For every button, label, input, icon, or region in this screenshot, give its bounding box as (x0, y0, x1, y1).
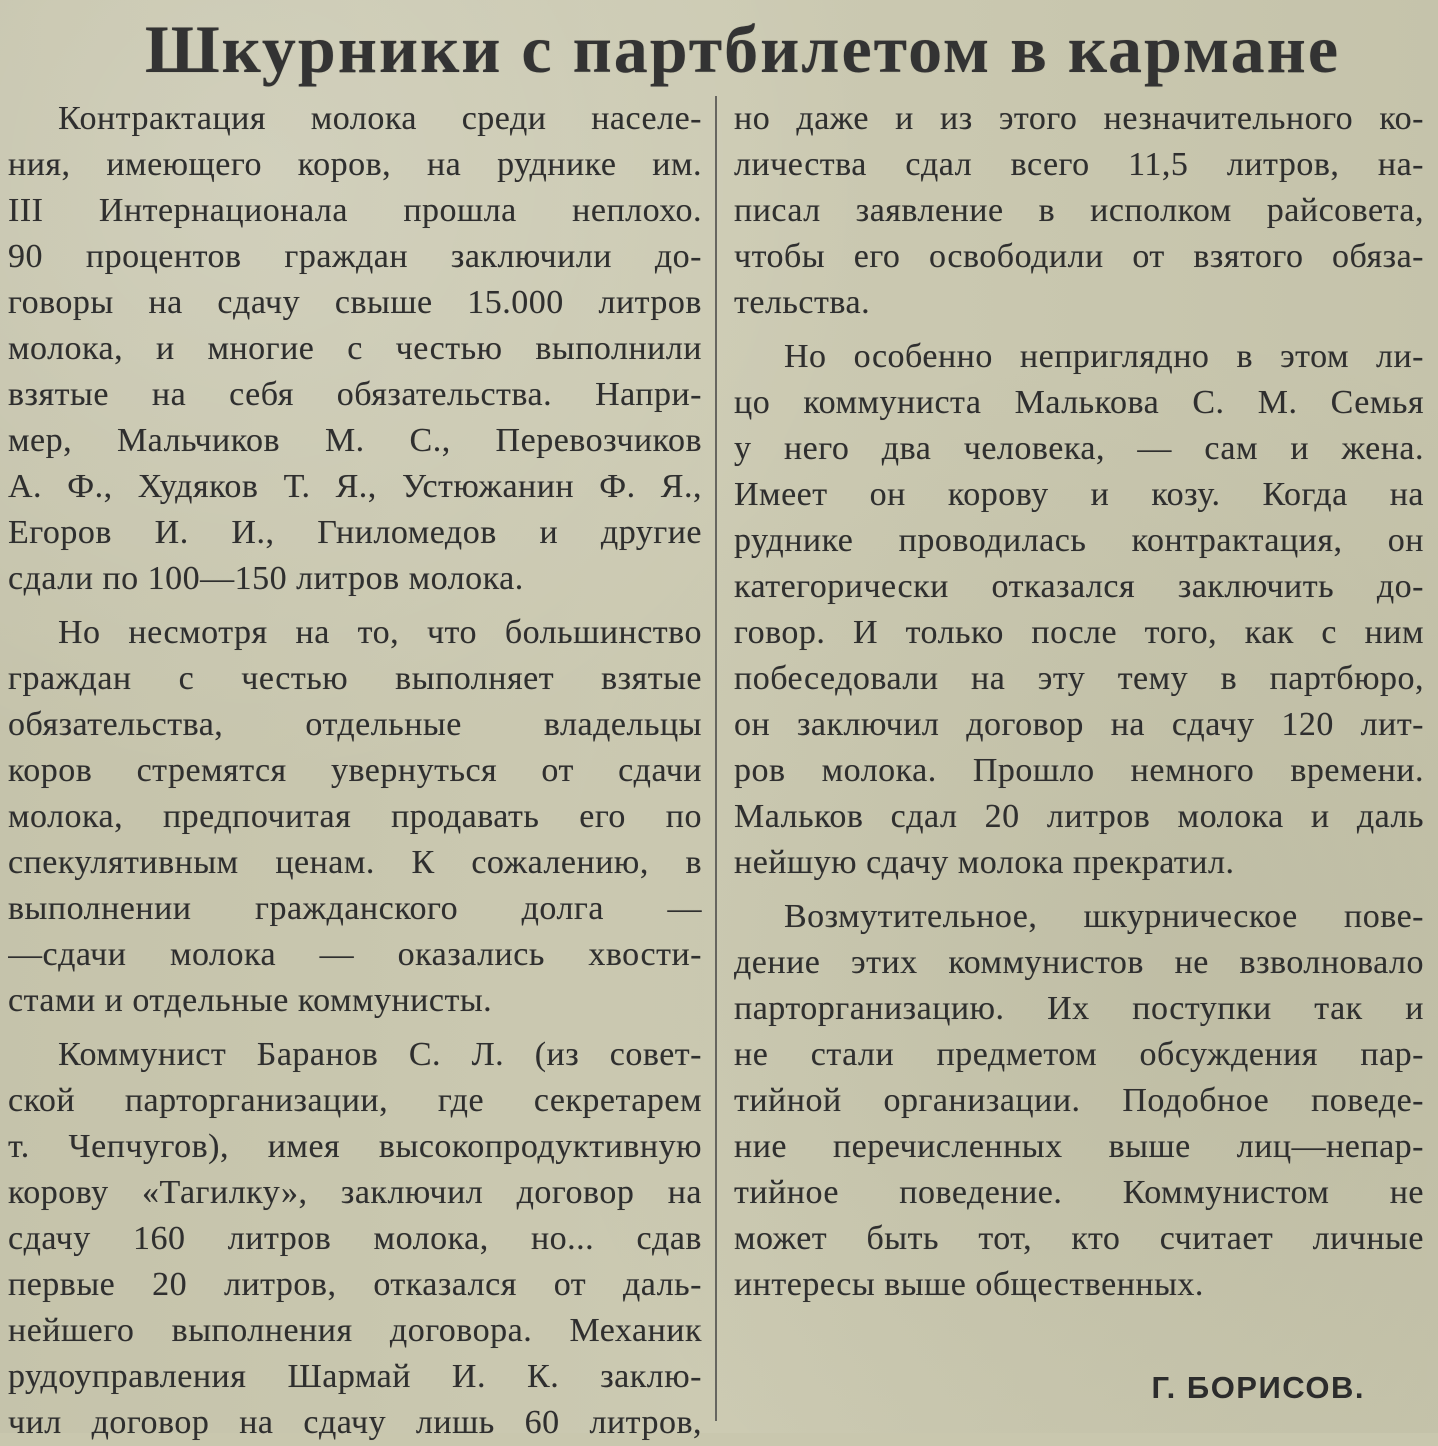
left-line-19: —сдачи молока — оказались хвости- (8, 936, 702, 973)
right-line-9: Имеет он корову и козу. Когда на (734, 476, 1424, 513)
right-line-12: говор. И только после того, как с ним (734, 614, 1424, 651)
right-column (734, 96, 1424, 1308)
right-line-10: руднике проводилась контрактация, он (734, 522, 1424, 559)
left-line-1: Контрактация молока среди населе- (58, 100, 702, 137)
right-line-4: чтобы его освободили от взятого обяза- (734, 238, 1424, 275)
left-line-12: Но несмотря на то, что большинство (58, 614, 702, 651)
left-line-13: граждан с честью выполняет взятые (8, 660, 702, 697)
left-line-17: спекулятивным ценам. К сожалению, в (8, 844, 702, 881)
article-title: Шкурники с партбилетом в кармане (145, 11, 1341, 87)
right-line-16: Мальков сдал 20 литров молока и даль (734, 798, 1424, 835)
left-line-27: нейшего выполнения договора. Механик (8, 1312, 702, 1349)
author-signature: Г. БОРИСОВ. (1151, 1370, 1365, 1405)
left-line-7: взятые на себя обязательства. Напри- (8, 376, 702, 413)
left-line-16: молока, предпочитая продавать его по (8, 798, 702, 835)
left-line-2: ния, имеющего коров, на руднике им. (8, 146, 702, 183)
left-line-3: III Интернационала прошла неплохо. (8, 192, 702, 229)
right-line-7: цо коммуниста Малькова С. М. Семья (734, 384, 1424, 421)
left-line-14: обязательства, отдельные владельцы (8, 706, 702, 743)
left-line-20: стами и отдельные коммунисты. (8, 982, 493, 1019)
right-line-6: Но особенно неприглядно в этом ли- (784, 338, 1424, 375)
left-line-25: сдачу 160 литров молока, но... сдав (8, 1220, 702, 1257)
right-line-2: личества сдал всего 11,5 литров, на- (734, 146, 1424, 183)
left-line-28: рудоуправления Шармай И. К. заклю- (8, 1358, 702, 1395)
right-line-21: не стали предметом обсуждения пар- (734, 1036, 1424, 1073)
left-line-6: молока, и многие с честью выполнили (8, 330, 702, 367)
left-line-11: сдали по 100—150 литров молока. (8, 560, 524, 597)
right-line-11: категорически отказался заключить до- (734, 568, 1424, 605)
right-line-15: ров молока. Прошло немного времени. (734, 752, 1424, 789)
right-line-17: нейшую сдачу молока прекратил. (734, 844, 1235, 881)
left-line-26: первые 20 литров, отказался от даль- (8, 1266, 702, 1303)
left-line-23: т. Чепчугов), имея высокопродуктивную (8, 1128, 702, 1165)
column-divider (715, 96, 717, 1421)
right-line-5: тельства. (734, 284, 871, 321)
left-line-18: выполнении гражданского долга — (8, 890, 702, 927)
right-line-26: интересы выше общественных. (734, 1266, 1204, 1303)
right-line-14: он заключил договор на сдачу 120 лит- (734, 706, 1424, 743)
right-line-18: Возмутительное, шкурническое пове- (784, 898, 1424, 935)
right-line-8: у него два человека, — сам и жена. (734, 430, 1424, 467)
right-line-25: может быть тот, кто считает личные (734, 1220, 1424, 1257)
left-line-8: мер, Мальчиков М. С., Перевозчиков (8, 422, 702, 459)
left-line-9: А. Ф., Худяков Т. Я., Устюжанин Ф. Я., (8, 468, 702, 505)
left-line-24: корову «Тагилку», заключил договор на (8, 1174, 702, 1211)
right-line-22: тийной организации. Подобное поведе- (734, 1082, 1424, 1119)
left-line-29: чил договор на сдачу лишь 60 литров, (8, 1404, 702, 1441)
left-line-10: Егоров И. И., Гниломедов и другие (8, 514, 702, 551)
right-line-3: писал заявление в исполком райсовета, (734, 192, 1424, 229)
right-line-23: ние перечисленных выше лиц—непар- (734, 1128, 1424, 1165)
left-line-5: говоры на сдачу свыше 15.000 литров (8, 284, 702, 321)
left-line-15: коров стремятся увернуться от сдачи (8, 752, 702, 789)
left-column (8, 96, 702, 1446)
right-line-20: парторганизацию. Их поступки так и (734, 990, 1424, 1027)
right-line-1: но даже и из этого незначительного ко- (734, 100, 1424, 137)
left-line-4: 90 процентов граждан заключили до- (8, 238, 702, 275)
left-line-21: Коммунист Баранов С. Л. (из совет- (58, 1036, 702, 1073)
right-line-24: тийное поведение. Коммунистом не (734, 1174, 1424, 1211)
right-line-19: дение этих коммунистов не взволновало (734, 944, 1424, 981)
right-line-13: побеседовали на эту тему в партбюро, (734, 660, 1424, 697)
left-line-22: ской парторганизации, где секретарем (8, 1082, 702, 1119)
